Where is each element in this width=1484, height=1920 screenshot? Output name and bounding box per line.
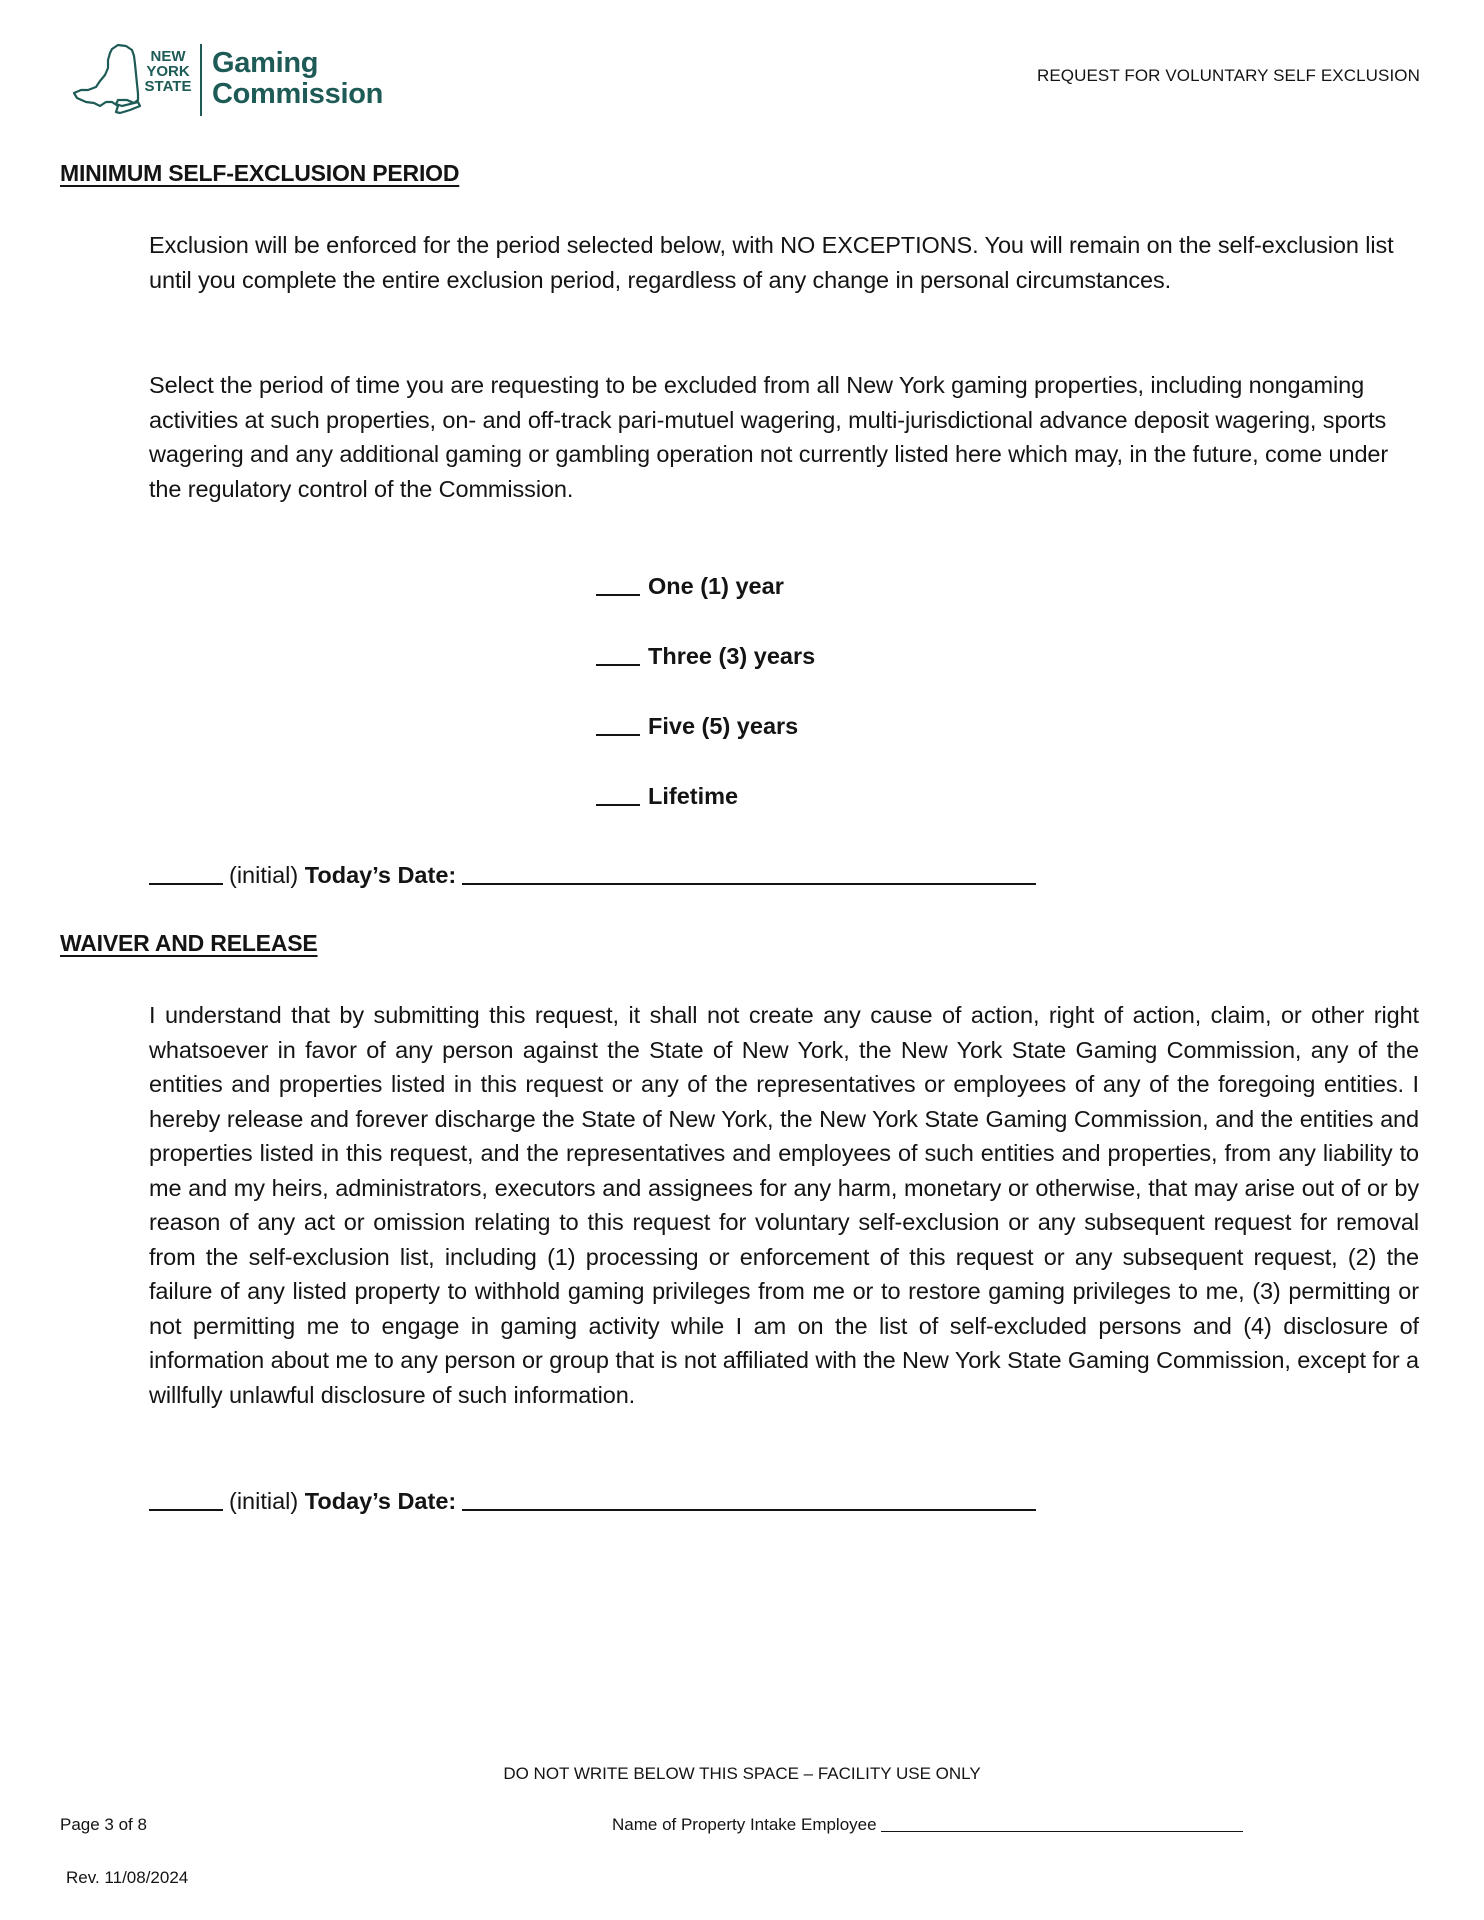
intake-employee-line (612, 1815, 1243, 1835)
agency-logo (72, 40, 382, 120)
option-lifetime[interactable]: Lifetime (596, 782, 815, 852)
date-field[interactable] (462, 883, 1036, 885)
date-label: Today’s Date: (304, 862, 457, 888)
date-field[interactable] (462, 1509, 1036, 1511)
logo-state-text: NEW YORK STATE (144, 48, 192, 95)
option-blank[interactable] (596, 664, 640, 666)
exclusion-period-options (596, 572, 815, 852)
option-five-years[interactable]: Five (5) years (596, 712, 815, 782)
form-title: REQUEST FOR VOLUNTARY SELF EXCLUSION (1036, 66, 1420, 85)
waiver-paragraph: I understand that by submitting this request, it shall not create any cause of action, right of action, claim, or other right whatsoever in favor of any person against the State of New York, the New York State Gaming Commission, any of the entities and properties listed in this request or any of the representatives or employees of any of the foregoing entities. I hereby release and forever discharge the State of New York, the New York State Gaming Commission, and the entities and properties listed in this request, and the representatives and employees of such entities and properties, from any liability to me and my heirs, administrators, executors and assignees for any harm, monetary or otherwise, that may arise out of or by reason of any act or omission relating to this request for voluntary self-exclusion or any subsequent request for removal from the self-exclusion list, including (1) processing or enforcement of this request or any subsequent request, (2) the failure of any listed property to withhold gaming privileges from me or to restore gaming privileges to me, (3) permitting or not permitting me to engage in gaming activity while I am on the list of self-excluded persons and (4) disclosure of information about me to any person or group that is not affiliated with the New York State Gaming Commission, except for a willfully unlawful disclosure of such information. (149, 1002, 1419, 1408)
revision-date: Rev. 11/08/2024 (66, 1868, 189, 1887)
initial-label: (initial) (229, 862, 299, 888)
initial-field[interactable] (149, 883, 223, 885)
date-label: Today’s Date: (304, 1488, 457, 1514)
minimum-period-paragraph-1: Exclusion will be enforced for the period selected below, with NO EXCEPTIONS. You will remain on the self-exclusion list until you complete the entire exclusion period, regardless of any change in personal circumstances. (149, 232, 1394, 293)
minimum-period-initial-date-line (149, 862, 1036, 889)
option-one-year[interactable]: One (1) year (596, 572, 815, 642)
page-number: Page 3 of 8 (60, 1815, 147, 1834)
facility-use-note: DO NOT WRITE BELOW THIS SPACE – FACILITY USE ONLY (503, 1764, 981, 1783)
new-york-state-outline-icon (72, 40, 142, 120)
intake-employee-field[interactable] (881, 1831, 1243, 1832)
logo-divider (200, 44, 202, 116)
option-blank[interactable] (596, 594, 640, 596)
minimum-period-heading: MINIMUM SELF-EXCLUSION PERIOD (60, 160, 460, 186)
option-blank[interactable] (596, 804, 640, 806)
option-three-years[interactable]: Three (3) years (596, 642, 815, 712)
minimum-period-paragraph-2: Select the period of time you are requesting to be excluded from all New York gaming properties, including nongaming activities at such properties, on- and off-track pari-mutuel wagering, multi-jurisdictional advance deposit wagering, sports wagering and any additional gaming or gambling operation not currently listed here which may, in the future, come under the regulatory control of the Commission. (149, 372, 1389, 502)
initial-field[interactable] (149, 1509, 223, 1511)
waiver-heading: WAIVER AND RELEASE (60, 930, 318, 956)
intake-employee-label: Name of Property Intake Employee (612, 1815, 877, 1834)
logo-agency-text: Gaming Commission (212, 47, 384, 110)
option-blank[interactable] (596, 734, 640, 736)
initial-label: (initial) (229, 1488, 299, 1514)
waiver-initial-date-line (149, 1488, 1036, 1515)
